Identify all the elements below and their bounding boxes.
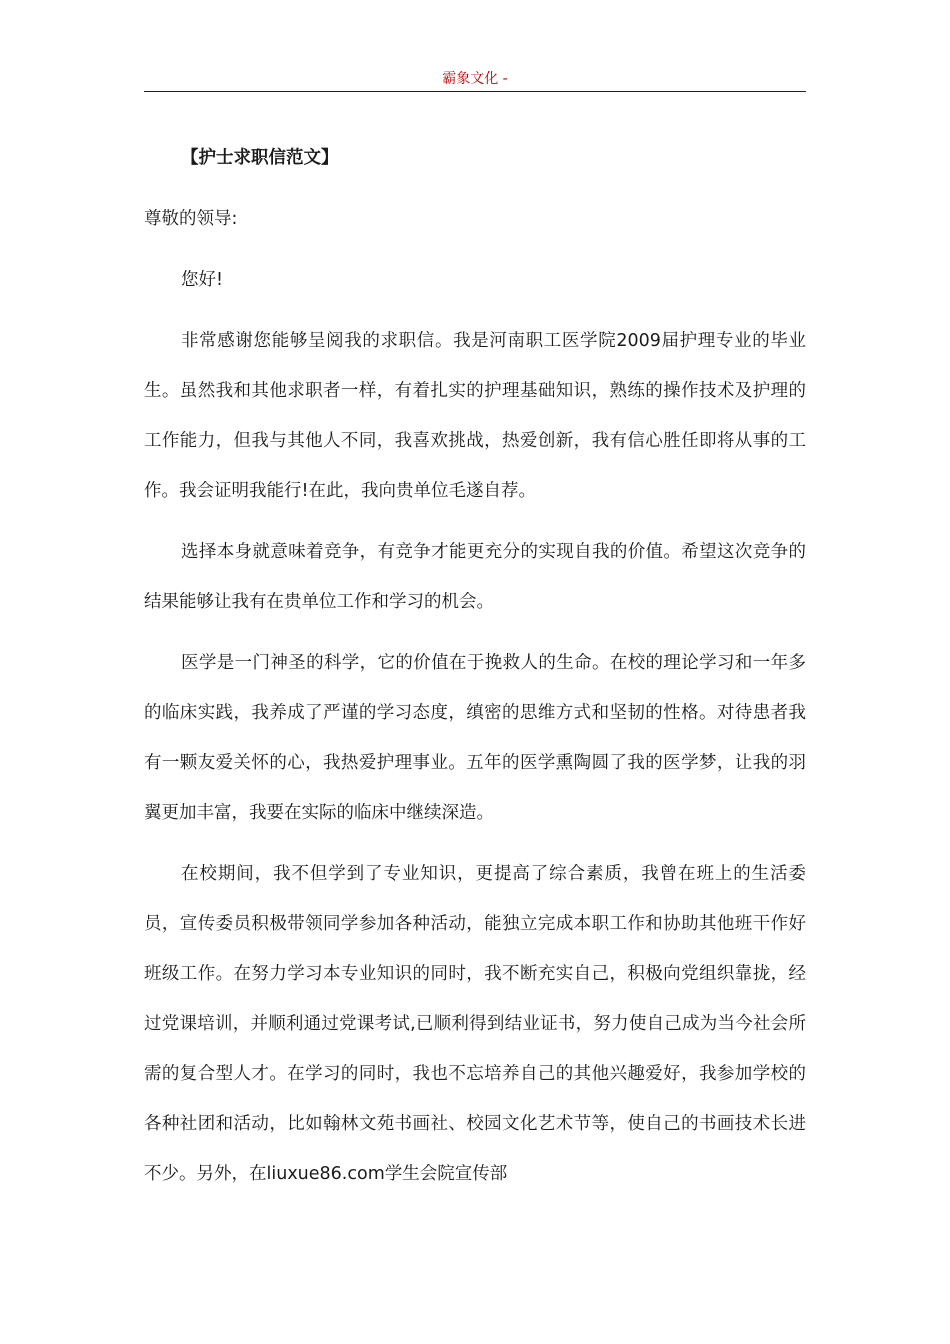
salutation: 尊敬的领导: <box>144 209 238 229</box>
body-paragraph-2: 选择本身就意味着竞争，有竞争才能更充分的实现自我的价值。希望这次竞争的结果能够让我有在贵单位工作和学习的机会。 <box>144 542 806 612</box>
letter-body <box>144 133 806 1210</box>
page-header <box>144 68 806 92</box>
header-title: 霸象文化 - <box>442 71 508 87</box>
greeting: 您好! <box>181 270 224 290</box>
body-paragraph-3: 医学是一门神圣的科学，它的价值在于挽救人的生命。在校的理论学习和一年多的临床实践，我养成了严谨的学习态度，缜密的思维方式和坚韧的性格。对待患者我有一颗友爱关怀的心，我热爱护理事业。五年的医学熏陶圆了我的医学梦，让我的羽翼更加丰富，我要在实际的临床中继续深造。 <box>144 653 806 823</box>
body-paragraph-1: 非常感谢您能够呈阅我的求职信。我是河南职工医学院2009届护理专业的毕业生。虽然我和其他求职者一样，有着扎实的护理基础知识，熟练的操作技术及护理的工作能力，但我与其他人不同，我喜欢挑战，热爱创新，我有信心胜任即将从事的工作。我会证明我能行!在此，我向贵单位毛遂自荐。 <box>144 331 806 501</box>
body-paragraph-4: 在校期间，我不但学到了专业知识，更提高了综合素质，我曾在班上的生活委员，宣传委员积极带领同学参加各种活动，能独立完成本职工作和协助其他班干作好班级工作。在努力学习本专业知识的同时，我不断充实自己，积极向党组织靠拢，经过党课培训，并顺利通过党课考试,已顺利得到结业证书，努力使自己成为当今社会所需的复合型人才。在学习的同时，我也不忘培养自己的其他兴趣爱好，我参加学校的各种社团和活动，比如翰林文苑书画社、校园文化艺术节等，使自己的书画技术长进不少。另外，在liuxue86.com学生会院宣传部 <box>144 864 806 1184</box>
document-title: 【护士求职信范文】 <box>181 148 339 168</box>
